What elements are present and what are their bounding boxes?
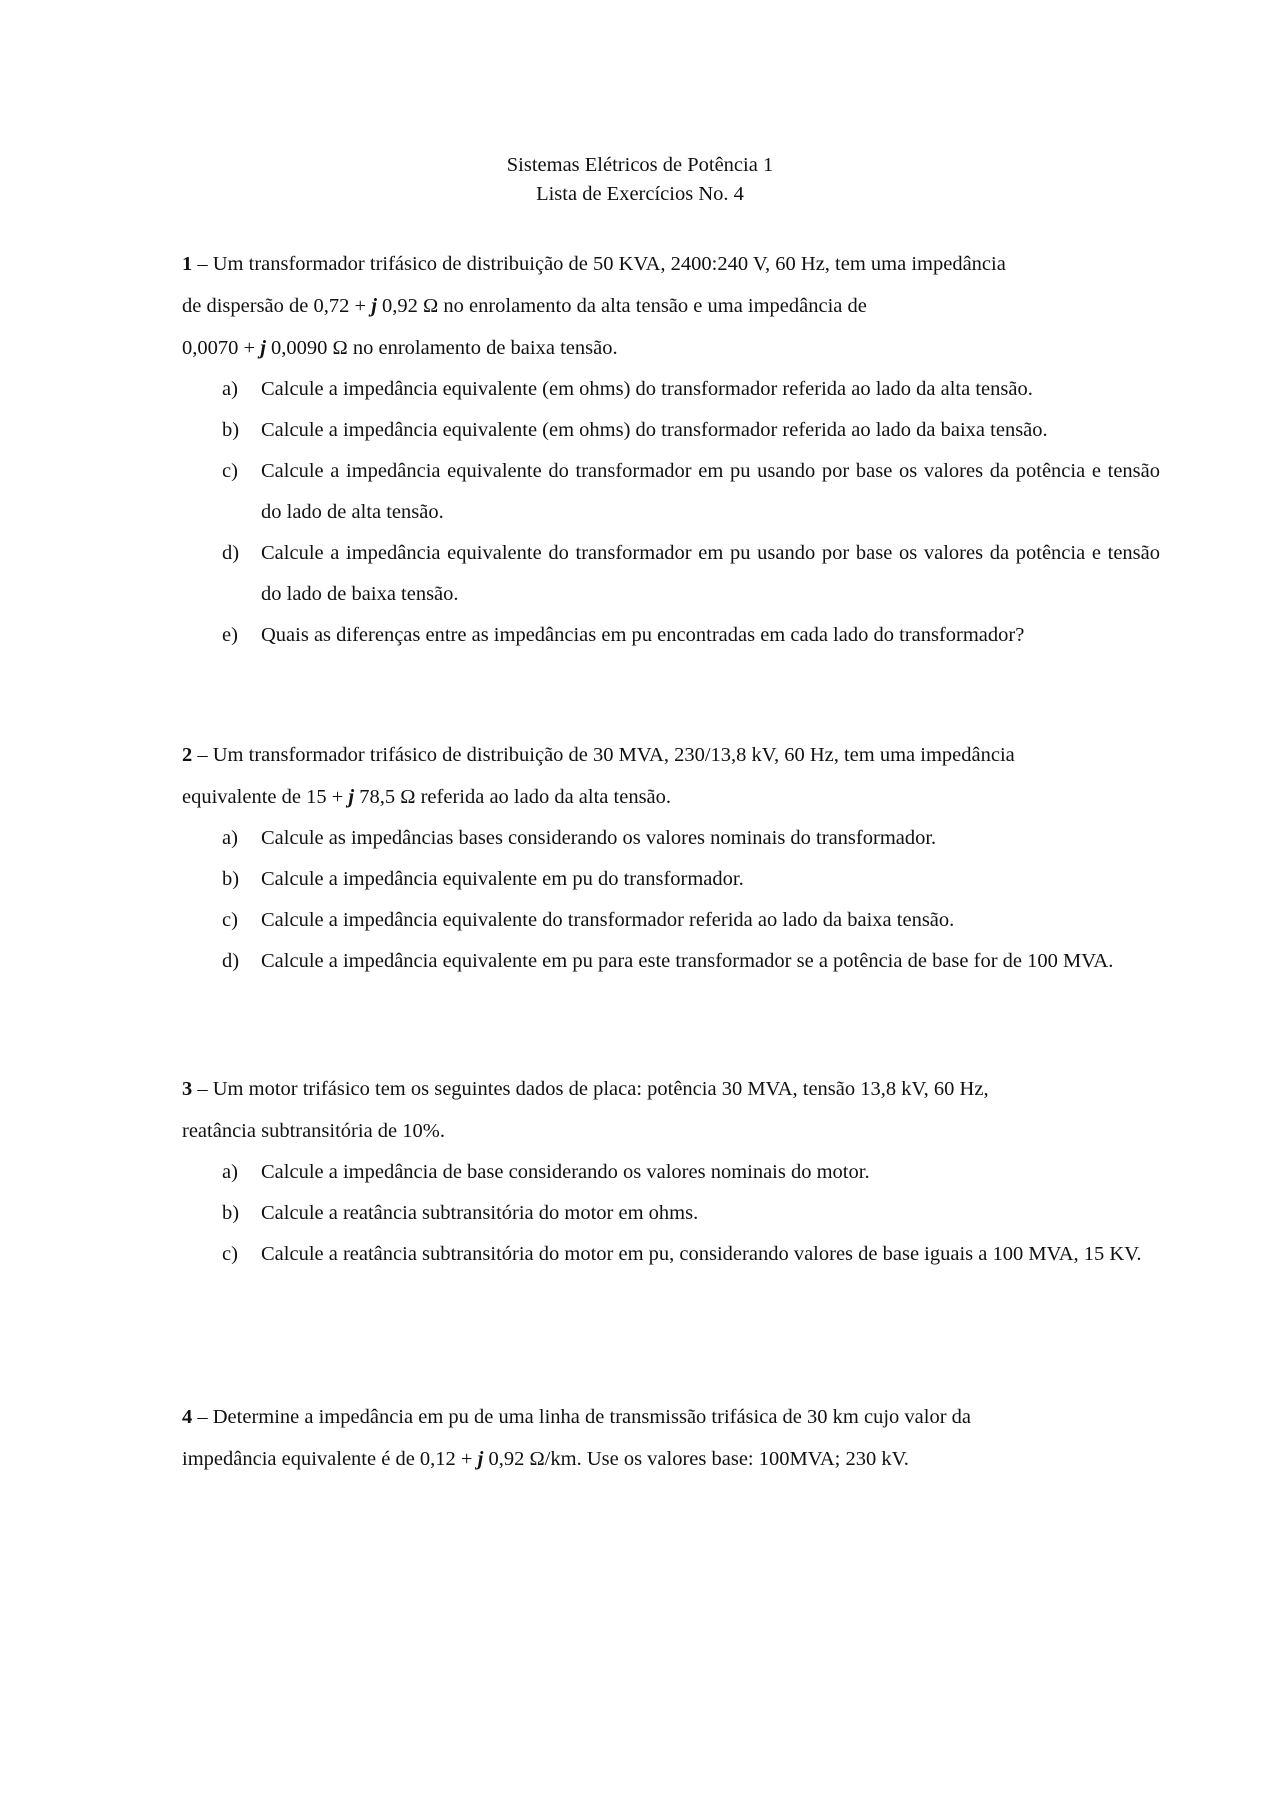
course-title: Sistemas Elétricos de Potência 1 bbox=[506, 154, 774, 176]
sub-question: d) Calcule a impedância equivalente do transformador em pu usando por base os valores da potência e tensão do lado de baixa tensão. bbox=[222, 542, 1160, 605]
sub-question: c) Calcule a impedância equivalente do transformador referida ao lado da baixa tensão. bbox=[222, 909, 955, 931]
problem-stem: 4 – Determine a impedância em pu de uma linha de transmissão trifásica de 30 km cujo valor da impedância equivalente é de 0,12 + j 0,92 Ω/km. Use os valores base: 100MVA; 230 kV. bbox=[182, 1406, 971, 1470]
sub-question: b) Calcule a impedância equivalente (em ohms) do transformador referida ao lado da baixa tensão. bbox=[222, 419, 1048, 441]
problem-number: 1 bbox=[182, 253, 193, 275]
problem-3 bbox=[182, 1068, 1160, 1275]
problem-number: 4 bbox=[182, 1406, 193, 1428]
sub-question-list bbox=[182, 818, 1160, 982]
problem-2 bbox=[182, 734, 1160, 982]
document-header bbox=[0, 151, 1280, 209]
problem-number: 3 bbox=[182, 1078, 193, 1100]
list-title: Lista de Exercícios No. 4 bbox=[536, 183, 744, 205]
sub-question: d) Calcule a impedância equivalente em pu para este transformador se a potência de base for de 100 MVA. bbox=[222, 950, 1114, 972]
sub-question-list bbox=[182, 1152, 1160, 1275]
problem-stem: 3 – Um motor trifásico tem os seguintes dados de placa: potência 30 MVA, tensão 13,8 kV, 60 Hz, reatância subtransitória de 10%. bbox=[182, 1078, 989, 1142]
problem-number: 2 bbox=[182, 744, 193, 766]
sub-question: b) Calcule a impedância equivalente em pu do transformador. bbox=[222, 868, 744, 890]
problem-1 bbox=[182, 243, 1160, 656]
problem-4 bbox=[182, 1396, 1160, 1480]
sub-question: c) Calcule a reatância subtransitória do motor em pu, considerando valores de base iguais a 100 MVA, 15 KV. bbox=[222, 1243, 1142, 1265]
sub-question: a) Calcule a impedância equivalente (em ohms) do transformador referida ao lado da alta tensão. bbox=[222, 378, 1033, 400]
sub-question: a) Calcule as impedâncias bases considerando os valores nominais do transformador. bbox=[222, 827, 937, 849]
sub-question: c) Calcule a impedância equivalente do transformador em pu usando por base os valores da potência e tensão do lado de alta tensão. bbox=[222, 460, 1160, 523]
problem-stem: 1 – Um transformador trifásico de distribuição de 50 KVA, 2400:240 V, 60 Hz, tem uma impedância de dispersão de 0,72 + j 0,92 Ω no enrolamento da alta tensão e uma impedância de 0,0070 + j 0,0090 Ω no enrolamento de baixa tensão. bbox=[182, 253, 1006, 359]
sub-question: b) Calcule a reatância subtransitória do motor em ohms. bbox=[222, 1202, 699, 1224]
problem-stem: 2 – Um transformador trifásico de distribuição de 30 MVA, 230/13,8 kV, 60 Hz, tem uma impedância equivalente de 15 + j 78,5 Ω referida ao lado da alta tensão. bbox=[182, 744, 1015, 808]
sub-question-list bbox=[182, 369, 1160, 656]
sub-question: e) Quais as diferenças entre as impedâncias em pu encontradas em cada lado do transformador? bbox=[222, 624, 1025, 646]
sub-question: a) Calcule a impedância de base considerando os valores nominais do motor. bbox=[222, 1161, 870, 1183]
